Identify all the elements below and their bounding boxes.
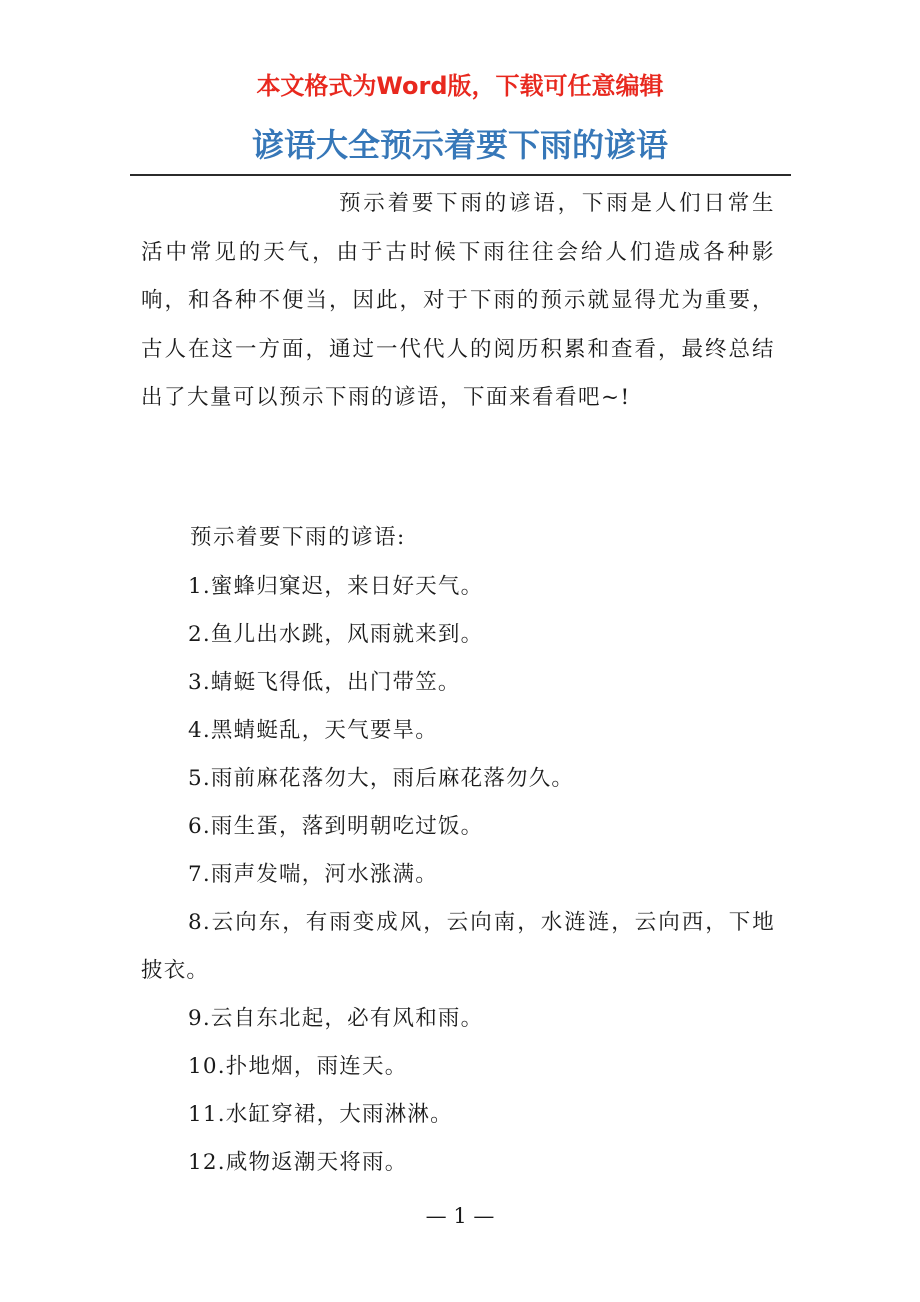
- list-heading: 预示着要下雨的谚语:: [190, 525, 406, 550]
- list-item: 5.雨前麻花落勿大，雨后麻花落勿久。: [188, 766, 575, 791]
- page-number: — 1 —: [425, 1204, 495, 1228]
- list-item: 11.水缸穿裙，大雨淋淋。: [188, 1102, 453, 1127]
- list-item: 12.咸物返潮天将雨。: [188, 1150, 408, 1175]
- format-banner: 本文格式为Word版，下载可任意编辑: [256, 72, 664, 100]
- intro-paragraph: 预示着要下雨的谚语，下雨是人们日常生活中常见的天气，由于古时候下雨往往会给人们造成各种影响，和各种不便当，因此，对于下雨的预示就显得尤为重要，古人在这一方面，通过一代代人的阅历积累和查看，最终总结出了大量可以预示下雨的谚语，下面来看看吧~!: [141, 191, 775, 410]
- title-divider: [130, 174, 791, 176]
- list-item: 1.蜜蜂归窠迟，来日好天气。: [188, 574, 484, 599]
- sayings-list: [141, 563, 775, 1187]
- list-item: 4.黑蜻蜓乱，天气要旱。: [188, 718, 438, 743]
- list-item: 2.鱼儿出水跳，风雨就来到。: [188, 622, 484, 647]
- list-item: 3.蜻蜓飞得低，出门带笠。: [188, 670, 461, 695]
- list-item: 7.雨声发喘，河水涨满。: [188, 862, 438, 887]
- list-item: 9.云自东北起，必有风和雨。: [188, 1006, 484, 1031]
- page-title: 谚语大全预示着要下雨的谚语: [251, 126, 668, 164]
- list-item: 10.扑地烟，雨连天。: [188, 1054, 408, 1079]
- list-item: 8.云向东，有雨变成风，云向南，水涟涟，云向西，下地披衣。: [141, 910, 775, 983]
- list-item: 6.雨生蛋，落到明朝吃过饭。: [188, 814, 484, 839]
